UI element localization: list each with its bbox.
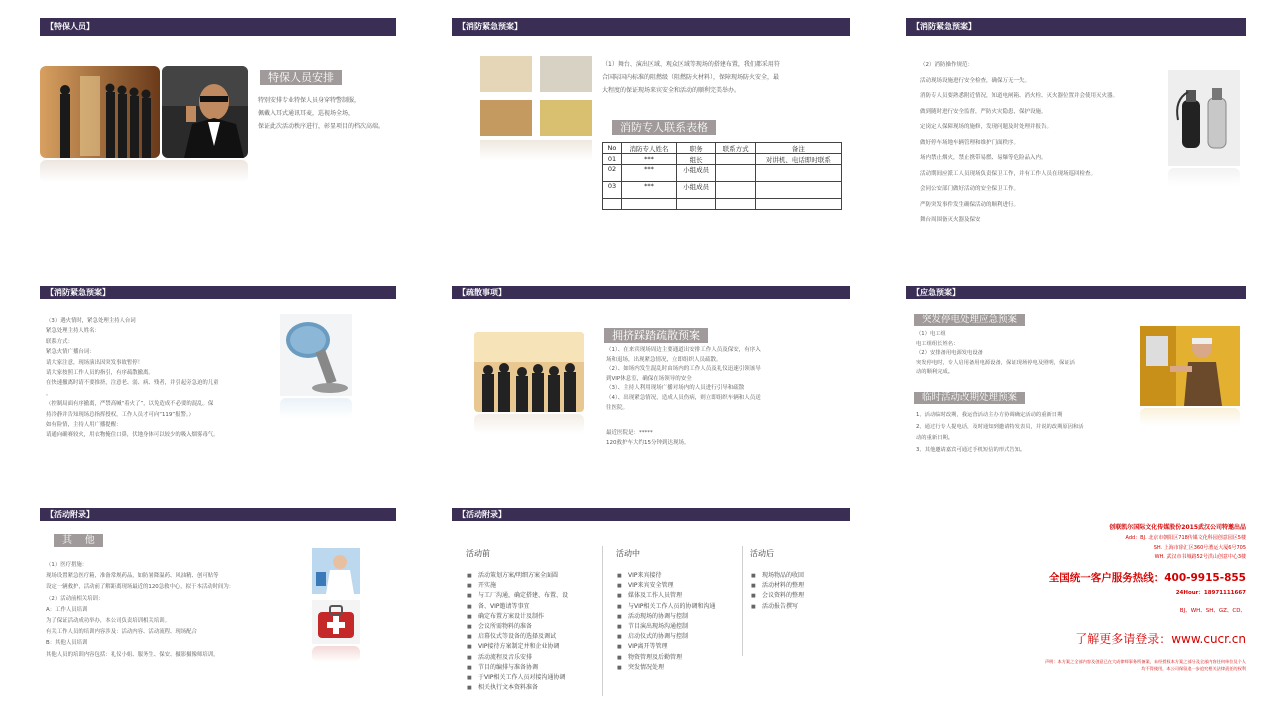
column-title: 活动中: [616, 549, 640, 558]
slide-header: 【疏散事项】: [452, 286, 850, 299]
description-lines: [258, 94, 438, 133]
section-tag: 临时活动改期处理预案: [914, 392, 1025, 404]
reschedule-lines: [916, 410, 1126, 456]
text-line: 。: [46, 390, 52, 397]
table-cell: [676, 199, 715, 210]
slide-appendix-schedule: [452, 508, 852, 708]
column-title: 活动前: [466, 549, 490, 558]
text-line: 突发停电时，专人启用备用电源设备，保证现场停电及照明，保证活: [916, 359, 1075, 366]
table-row: [603, 199, 842, 210]
material-swatch: [540, 56, 592, 92]
table-cell: 02: [603, 165, 622, 182]
table-cell: [755, 182, 841, 199]
text-line: 持冷静并告知现场总指挥授权，工作人员才可向“119”报警。）: [46, 411, 194, 418]
hotline-24h: 24Hour：18971111667: [1175, 590, 1246, 596]
text-line: 请通向确赛较火，用衣物掩住口鼻，伏地身体可以较少的吸入烟雾毒气。: [46, 432, 219, 439]
slide-header: 【消防紧急预案】: [906, 18, 1246, 36]
text-line: 设定一辆救护，活动前了解距离现场最近的120急救中心，拟于本活动时间为：: [46, 584, 235, 591]
table-cell: 组长: [676, 154, 715, 165]
slide-emergency-plan: [906, 286, 1246, 506]
text-line: 做到随时进行安全监督，严防火灾隐患，保护设施。: [920, 108, 1047, 115]
list-item: ■ VIP来宾安全管理: [616, 581, 746, 591]
section-tag: 消防专人联系表格: [612, 120, 716, 135]
disclaimer-line: 声明：本方案之全部内容及创意已在大成律师事务所备案，未经授权本方案之部分及全部内容任何单位及个人: [1044, 659, 1246, 664]
text-line: （1）舞台、演出区域、观众区域等现场的搭建布置，我们都采用符: [602, 61, 780, 68]
table-cell: ***: [621, 165, 676, 182]
column-divider: [602, 546, 603, 696]
slide-header: 【特保人员】: [40, 18, 396, 36]
text-line: 有关工作人员的培训内容涉及：活动内容、活动流程、现场配合: [46, 629, 197, 636]
electrician-photo: [1140, 326, 1240, 406]
text-line: （4）、出现紧急情况，造成人员伤病，则立即组织车辆和人员送: [606, 394, 761, 401]
text-line: 舞台周围备灭火器及保安: [920, 217, 981, 223]
table-header-row: [603, 143, 842, 154]
text-line: 其他人员的培训内容包括：礼仪小姐、服务生、保安、摄影摄像师培训。: [46, 651, 219, 658]
text-line: 佩戴入耳式通讯耳麦，巡视场全场，: [258, 110, 355, 117]
address-line: Add：BJ. 北京市朝阳区718传媒文化科园创意园区5楼: [1125, 535, 1246, 541]
table-cell: 小组成员: [676, 182, 715, 199]
table-cell: [621, 199, 676, 210]
material-swatch-reflection: [480, 140, 592, 160]
table-row: [603, 154, 842, 165]
text-line: （控制局面有序撤离，严禁高喊“着火了”，以免造成不必要的混乱。保: [46, 401, 214, 408]
list-item: ■ 备、VIP邀请等事宜: [466, 602, 598, 612]
list-item: ■ 节目的编排与准备协调: [466, 663, 598, 673]
slide-fire-emergency-2: [906, 18, 1246, 238]
power-outage-lines: [916, 330, 1116, 378]
address-line: SH. 上海市徐汇区360号漕运大厦6号705: [1153, 544, 1246, 551]
crowd-photo: [474, 332, 584, 412]
text-line: 活动现场设施进行安全检查，确保万无一失。: [920, 77, 1031, 84]
text-line: A：工作人员培训: [46, 606, 88, 613]
photo-reflection: [40, 160, 248, 182]
text-line: 紧急处理主持人姓名：: [46, 328, 100, 335]
photo-reflection: [474, 414, 584, 434]
table-row: [603, 165, 842, 182]
list-item: ■ VIP来宾接待: [616, 571, 746, 581]
text-line: 定岗定人保障现场的施修，发现问题及时处理并报告。: [920, 124, 1053, 130]
hospital-line: 最近医院是：*****: [606, 430, 653, 436]
table-cell: 01: [603, 154, 622, 165]
table-cell: [716, 154, 755, 165]
column-header: 职务: [676, 143, 715, 154]
list-item: ■ 现场物品的收回: [750, 571, 850, 581]
list-item: ■ 活动策划方案/明细方案全面圆: [466, 571, 598, 581]
text-line: B：其他人员培训: [46, 640, 88, 647]
microphone-photo: [280, 314, 352, 396]
text-line: 为了保证活动成功举办，本公司负责培训相关培训。: [46, 618, 170, 625]
task-list: [616, 571, 746, 673]
city-list: BJ、WH、SH、GZ、CD、: [1179, 608, 1246, 614]
table-cell: [603, 199, 622, 210]
table-cell: [716, 199, 755, 210]
table-cell: [755, 199, 841, 210]
slide-contact: [906, 508, 1246, 688]
slide-header: 【消防紧急预案】: [452, 18, 850, 36]
text-line: 联系方式：: [46, 338, 73, 345]
text-line: （3）、主持人利用现场广播对场内的人员进行引导和疏散: [606, 385, 745, 392]
list-item: ■ 会议所需物料的准备: [466, 622, 598, 632]
column-after: [750, 548, 850, 612]
list-item: ■ VIP离开等管理: [616, 642, 746, 652]
appendix-lines: [46, 560, 316, 661]
material-swatches: [480, 56, 592, 176]
disclaimer-line: 均不得使用，本公司保留追一步追究相关法律责任的权利: [1141, 666, 1246, 671]
table-row: [603, 182, 842, 199]
text-line: （2）活动前相关培训：: [46, 595, 104, 602]
text-line: 会同公安部门做好活动的安全保卫工作。: [920, 186, 1020, 192]
text-line: 大程度的保证现场来宾安全和活动的顺利完美举办。: [602, 87, 741, 94]
column-divider: [742, 546, 743, 656]
table-cell: [716, 182, 755, 199]
text-line: 3、其他邀请嘉宾可通过手机短信的形式告知。: [916, 446, 1026, 453]
security-guards-photo: [40, 66, 160, 158]
first-aid-kit-photo: [312, 600, 360, 644]
photo-reflection: [1168, 168, 1240, 186]
address-line: WH. 武汉市书城路52号洪山创意中心3楼: [1154, 554, 1246, 560]
text-line: （2）消防操作规范：: [920, 62, 973, 68]
text-line: 请大家按照工作人员的指引，有序疏散撤离。: [46, 370, 154, 377]
disclaimer: [1045, 658, 1246, 672]
text-line: 1、活动临时改期，我运营活动主办方协调确定活动的重新日期: [916, 412, 1063, 418]
task-list: [750, 571, 850, 612]
list-item: ■ 活动流程及音乐安排: [466, 653, 598, 663]
list-item: ■ 相关执行文本资料准备: [466, 683, 598, 693]
company-name: 创联凯尔国际文化传媒股份2015武汉公司特邀出品: [1109, 524, 1246, 531]
list-item: ■ 确定布置方案设计及制作: [466, 612, 598, 622]
column-title: 活动后: [750, 549, 774, 558]
table-cell: 03: [603, 182, 622, 199]
text-line: 往医院。: [606, 404, 629, 411]
text-line: （1）医疗措施：: [46, 562, 88, 568]
column-header: No: [603, 143, 622, 154]
photo-reflection: [312, 646, 360, 662]
text-line: （1）电工组: [916, 331, 946, 337]
evacuation-lines: [606, 346, 850, 413]
list-item: ■ 启幕仪式等设备的选择及调试: [466, 632, 598, 642]
text-line: （1）、在来宾现场周边主要通道出安排工作人员及保安，有序入: [606, 347, 761, 353]
photo-reflection: [280, 398, 352, 418]
table-cell: 对讲机、电话即时联系: [755, 154, 841, 165]
column-during: [616, 548, 746, 673]
service-hotline: 全国统一客户服务热线：400-9915-855: [1048, 572, 1246, 584]
fire-speech-lines: [46, 316, 286, 441]
material-swatch: [480, 56, 532, 92]
text-line: 紧急火情广播台词：: [46, 349, 95, 356]
text-line: 活动期间应派工人员现场负责保卫工作，并有工作人员在现场巡回检查。: [920, 170, 1097, 177]
list-item: ■ 媒体及工作人员管理: [616, 591, 746, 601]
slide-header: 【活动附录】: [40, 508, 396, 521]
text-line: 动的顺利完成。: [916, 369, 954, 375]
material-swatch: [480, 100, 532, 136]
slide-header: 【消防紧急预案】: [40, 286, 396, 299]
column-header: 消防专人姓名: [621, 143, 676, 154]
table-cell: [755, 165, 841, 182]
website-link[interactable]: 了解更多请登录：www.cucr.cn: [1075, 632, 1246, 646]
medical-photo: [312, 548, 360, 594]
text-line: 电工组组长姓名：: [916, 340, 959, 347]
list-item: ■ 与VIP相关工作人员的协调和沟通: [616, 602, 746, 612]
slide-header: 【应急预案】: [906, 286, 1246, 299]
list-item: ■ 活动材料的整理: [750, 581, 850, 591]
list-item: ■ 会议资料的整理: [750, 591, 850, 601]
text-line: 在快速撤离时请不要推挤，注意老、弱、病、残者，并引起旁急迫的儿童: [46, 380, 219, 387]
column-before: [466, 548, 598, 693]
address-block: [1126, 534, 1247, 563]
intro-lines: [602, 58, 850, 97]
hospital-line: 120救护车大约15分钟到达现场。: [606, 440, 690, 446]
list-item: ■ 突发情况处理: [616, 663, 746, 673]
material-swatch: [540, 100, 592, 136]
list-item: ■ 开实施: [466, 581, 598, 591]
text-line: 到VIP休息室，确保在场领导的安全: [606, 375, 692, 382]
slide-header: 【活动附录】: [452, 508, 850, 521]
list-item: ■ 物资管理及后勤管理: [616, 653, 746, 663]
table-cell: ***: [621, 154, 676, 165]
list-item: ■ 启动仪式的协调与控制: [616, 632, 746, 642]
text-line: 做好停车场地车辆管理和维护门面秩序。: [920, 139, 1020, 146]
column-header: 联系方式: [716, 143, 755, 154]
fire-extinguisher-photo: [1168, 70, 1240, 166]
text-line: 请大家注意，现场演出因突发事故暂停！: [46, 359, 144, 366]
text-line: 场内禁止烟火，禁止携带易燃、易爆等危险品入内。: [920, 155, 1047, 161]
table-cell: [716, 165, 755, 182]
slide-security-staff: [40, 18, 440, 238]
text-line: 消防专人员要熟悉附近情况，知道电闸箱、消火栓、灭火器位置并会使用灭火器。: [920, 93, 1119, 99]
text-line: 动的重新日期。: [916, 435, 954, 441]
text-line: （2）安排备用电源发电设备: [916, 350, 983, 356]
text-line: （2）、如场内发生混乱时由场内的工作人员及礼仪迅速引领该导: [606, 366, 761, 373]
fire-contact-table: [602, 142, 842, 210]
task-list: [466, 571, 598, 693]
slide-fire-emergency-1: [452, 18, 852, 238]
section-tag: 特保人员安排: [260, 70, 342, 85]
fire-rules-lines: [920, 58, 1150, 229]
text-line: 现场设置紧急医疗箱，准备常规药品，如防暑降温药、风油精、创可贴等: [46, 573, 219, 580]
section-tag: 突发停电处理应急预案: [914, 314, 1025, 326]
table-cell: 小组成员: [676, 165, 715, 182]
slide-fire-emergency-3: [40, 286, 440, 506]
list-item: ■ 活动报告撰写: [750, 602, 850, 612]
text-line: 保证此次活动秩序进行，彰显项目的档次高端。: [258, 123, 385, 130]
bodyguard-photo: [162, 66, 248, 158]
list-item: ■ VIP接待方案制定并和企业协调: [466, 642, 598, 652]
text-line: 严防突发事件发生确保活动的顺利进行。: [920, 201, 1020, 208]
text-line: 如有险情，主持人用广播提醒：: [46, 422, 122, 429]
text-line: 2、通过行专人提电话，及时通知到邀请特发表员，并说的改期原因和活: [916, 423, 1084, 430]
list-item: ■ 于VIP相关工作人员对接沟通协调: [466, 673, 598, 683]
text-line: 特别安排专业特保人员身穿特警制服，: [258, 97, 361, 104]
text-line: 场和退场，出现紧急情况，立即组织人员疏散。: [606, 356, 722, 363]
photo-reflection: [1140, 408, 1240, 426]
hospital-info: [606, 428, 850, 448]
list-item: ■ 活动现场的协调与控制: [616, 612, 746, 622]
slide-evacuation: [452, 286, 852, 506]
section-tag: 拥挤踩踏疏散预案: [604, 328, 708, 343]
section-tag: 其 他: [54, 534, 103, 547]
text-line: （3）遇火情时，紧急处理主持人台词: [46, 318, 136, 324]
slide-appendix-other: [40, 508, 440, 720]
text-line: 合国际国内标准的阻燃级（阻燃防火材料），保障现场防火安全，最: [602, 74, 780, 81]
list-item: ■ 节目演出现场沟通控制: [616, 622, 746, 632]
table-cell: ***: [621, 182, 676, 199]
list-item: ■ 与工厂沟通，确定搭建、布置、设: [466, 591, 598, 601]
column-header: 备注: [755, 143, 841, 154]
